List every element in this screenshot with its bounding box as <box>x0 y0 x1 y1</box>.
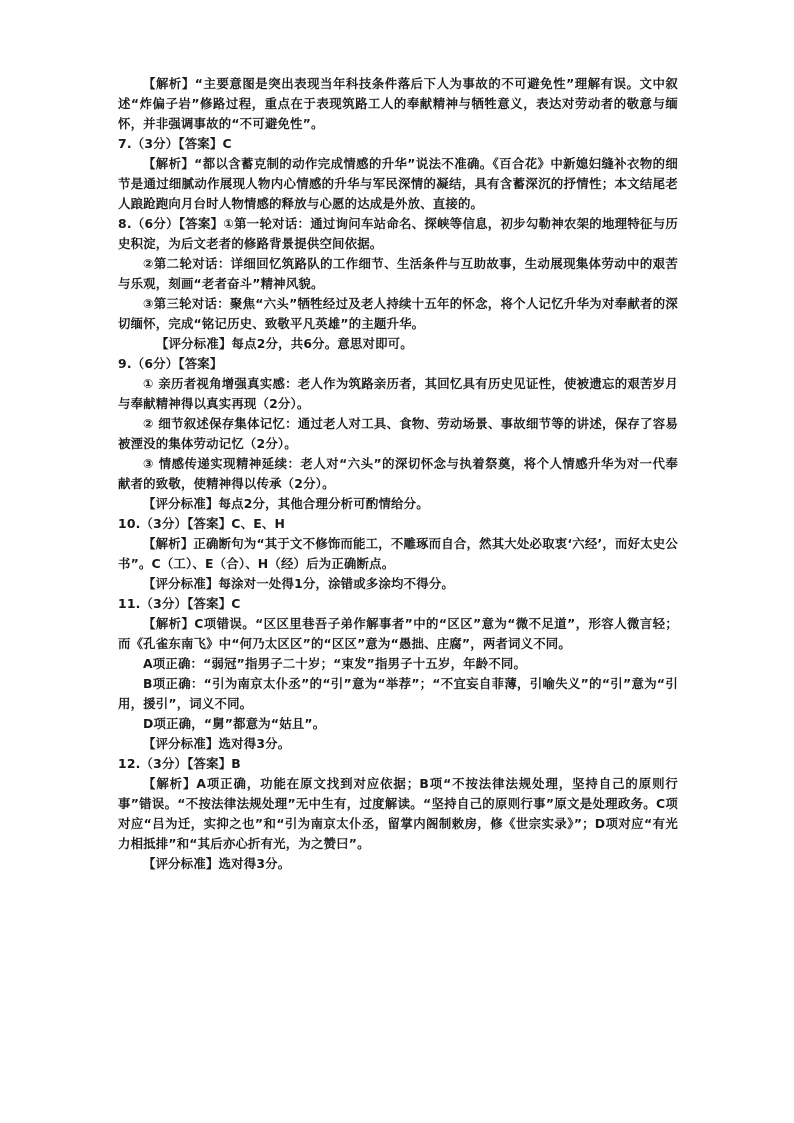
question-11-option-a: A项正确：“弱冠”指男子二十岁；“束发”指男子十五岁，年龄不同。 <box>143 656 527 671</box>
question-11-answer: 11.（3分）【答案】C <box>118 596 241 611</box>
paragraph-analysis-6: 【解析】“主要意图是突出表现当年科技条件落后下人为事故的不可避免性”理解有误。文中叙述“炸偏子岩”修路过程，重点在于表现筑路工人的奉献精神与牺牲意义，表达对劳动者的敬意与缅怀，并非强调事故的“不可避免性”。 <box>118 76 678 131</box>
question-11-analysis: 【解析】C项错误。“区区里巷吾子弟作解事者”中的“区区”意为“微不足道”，形容人微言轻；而《孔雀东南飞》中“何乃太区区”的“区区”意为“愚拙、庄腐”，两者词义不同。 <box>118 616 678 651</box>
question-9-point-2: ② 细节叙述保存集体记忆：通过老人对工具、食物、劳动场景、事故细节等的讲述，保存了容易被湮没的集体劳动记忆（2分）。 <box>118 416 678 451</box>
paragraph-analysis-7: 【解析】“都以含蓄克制的动作完成情感的升华”说法不准确。《百合花》中新媳妇缝补衣物的细节是通过细腻动作展现人物内心情感的升华与军民深情的凝结，具有含蓄深沉的抒情性；本文结尾老人踉跄跑向月台时人物情感的释放与心愿的达成是外放、直接的。 <box>118 156 678 211</box>
question-10-scoring: 【评分标准】每涂对一处得1分，涂错或多涂均不得分。 <box>143 576 454 591</box>
question-7-answer: 7.（3分）【答案】C <box>118 136 232 151</box>
question-12-answer: 12.（3分）【答案】B <box>118 756 241 771</box>
question-8-scoring: 【评分标准】每点2分，共6分。意思对即可。 <box>156 336 413 351</box>
question-9-point-3: ③ 情感传递实现精神延续：老人对“六头”的深切怀念与执着祭奠，将个人情感升华为对一代奉献者的致敬，使精神得以传承（2分）。 <box>118 456 678 491</box>
question-10-answer: 10.（3分）【答案】C、E、H <box>118 516 286 531</box>
question-10-analysis: 【解析】正确断句为“其于文不修饰而能工，不雕琢而自合，然其大处必取衷‘六经’，而好太史公书”。C（工）、E（合）、H（经）后为正确断点。 <box>118 536 678 571</box>
question-12-scoring: 【评分标准】选对得3分。 <box>143 856 291 871</box>
question-9-answer: 9.（6分）【答案】 <box>118 356 223 371</box>
question-8-point-3: ③第三轮对话：聚焦“六头”牺牲经过及老人持续十五年的怀念，将个人记忆升华为对奉献者的深切缅怀，完成“铭记历史、致敬平凡英雄”的主题升华。 <box>118 296 678 331</box>
question-8-point-2: ②第二轮对话：详细回忆筑路队的工作细节、生活条件与互助故事，生动展现集体劳动中的艰苦与乐观，刻画“老者奋斗”精神风貌。 <box>118 256 678 291</box>
answer-key-page <box>118 74 678 874</box>
question-11-scoring: 【评分标准】选对得3分。 <box>143 736 291 751</box>
question-11-option-d: D项正确，“舅”都意为“姑且”。 <box>143 716 326 731</box>
question-9-scoring: 【评分标准】每点2分，其他合理分析可酌情给分。 <box>143 496 429 511</box>
question-8-answer: 8.（6分）【答案】①第一轮对话：通过询问车站命名、探峡等信息，初步勾勒神农架的地理特征与历史积淀，为后文老者的修路背景提供空间依据。 <box>118 216 678 251</box>
question-11-option-b: B项正确：“引为南京太仆丞”的“引”意为“举荐”；“不宜妄自菲薄，引喻失义”的“引”意为“引用，援引”，词义不同。 <box>118 676 678 711</box>
question-9-point-1: ① 亲历者视角增强真实感：老人作为筑路亲历者，其回忆具有历史见证性，使被遗忘的艰苦岁月与奉献精神得以真实再现（2分）。 <box>118 376 678 411</box>
question-12-analysis: 【解析】A项正确，功能在原文找到对应依据；B项“不按法律法规处理，坚持自己的原则行事”错误。“不按法律法规处理”无中生有，过度解读。“坚持自己的原则行事”原文是处理政务。C项对应“吕为迁，实抑之也”和“引为南京太仆丞，留掌内阁制敕房，修《世宗实录》”；D项对应“有光力相抵排”和“其后亦心折有光，为之赞曰”。 <box>118 776 678 851</box>
